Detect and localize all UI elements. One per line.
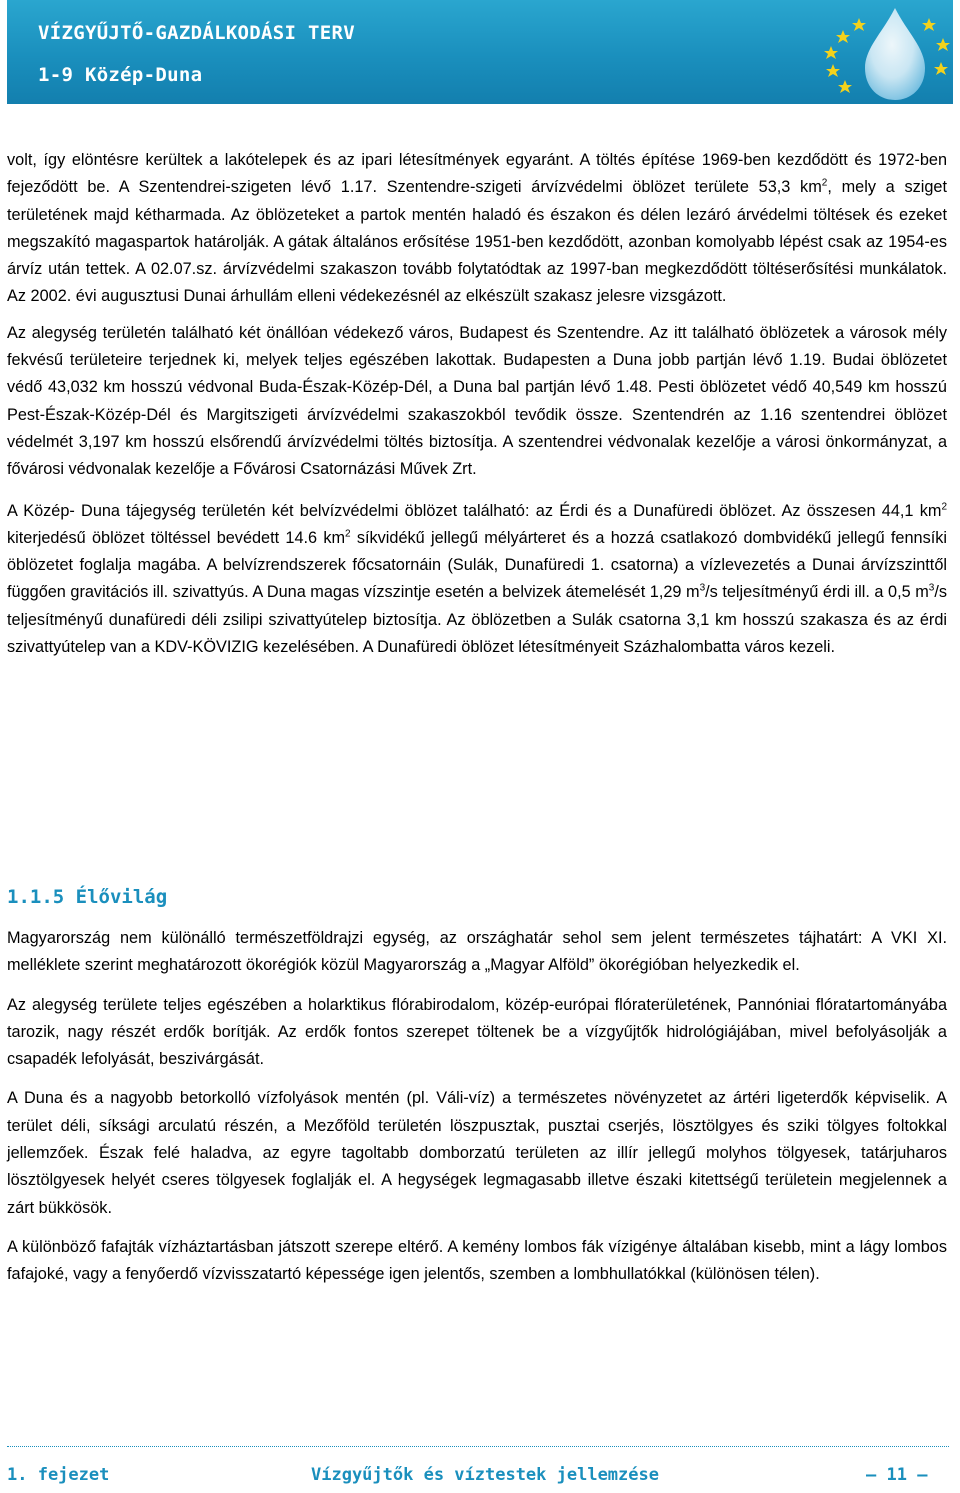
page-header xyxy=(7,0,953,104)
document-subtitle: 1-9 Közép-Duna xyxy=(38,64,203,86)
paragraph: A különböző fafajták vízháztartásban játszott szerepe eltérő. A kemény lombos fák vízigénye általában kisebb, mint a lágy lombos fafajoké, vagy a fenyőerdő vízvisszatartó képessége igen jelentős, szemben a lombhullatókkal (különösen télen). xyxy=(7,1237,947,1284)
body-text-section xyxy=(7,925,947,1301)
paragraph: Az alegység területe teljes egészében a holarktikus flórabirodalom, közép-európai flóraterületének, Pannóniai flóratartományába tarozik, nagy részét erdők borítják. Az erdők fontos szerepet töltenek be a vízgyűjtők hidrológiájában, mivel befolyásolják a csapadék lefolyását, beszivárgását. xyxy=(7,995,947,1069)
body-text-top xyxy=(7,147,947,675)
document-title: VÍZGYŰJTŐ-GAZDÁLKODÁSI TERV xyxy=(38,22,355,44)
footer-page-number: — 11 — xyxy=(866,1465,928,1485)
section-heading: 1.1.5 Élővilág xyxy=(7,886,168,908)
footer-title: Vízgyűjtők és víztestek jellemzése xyxy=(311,1465,659,1485)
paragraph: Az alegység területén található két önállóan védekező város, Budapest és Szentendre. Az itt található öblözetek a városok mély fekvésű területeire terjednek ki, melyek teljes egészében lakottak. Budapesten a Duna jobb partján lévő 1.19. Budai öblözetet védő 43,032 km hosszú védvonal Buda-Észak-Közép-Dél, a Duna bal partján lévő 1.48. Pesti öblözetet védő 40,549 km hosszú Pest-Észak-Közép-Dél és Margitszigeti árvízvédelmi szakaszokból tevődik össze. Szentendrén az 1.16 szentendrei öblözet védelmét 3,197 km hosszú elsőrendű árvízvédelmi töltés biztosítja. A szentendrei védvonalak kezelője a városi önkormányzat, a fővárosi védvonalak kezelője a Fővárosi Csatornázási Művek Zrt. xyxy=(7,323,947,479)
paragraph: Magyarország nem különálló természetföldrajzi egység, az országhatár sehol sem jelent természetes tájhatárt: A VKI XI. melléklete szerint meghatározott ökorégiók közül Magyarország a „Magyar Alföld” ökorégióban helyezkedik el. xyxy=(7,929,947,975)
page-number: 11 xyxy=(886,1465,907,1485)
footer-divider xyxy=(7,1446,949,1447)
paragraph: A Közép- Duna tájegység területén két belvízvédelmi öblözet található: az Érdi és a Dunafüredi öblözet. Az összesen 44,1 $km^2$ kiterjedésű öblözet töltéssel bevédett 14.6 $km^2$ síkvidékű jellegű mélyárteret és a hozzá csatlakozó dombvidékű jellegű fennsíki öblözetet foglalja magába. A belvízrendszerek főcsatornáin (Sulák, Dunafüredi 1. csatorna) a vízlevezetés a Dunai árvízszinttől függően gravitációs ill. szivattyús. A Duna magas vízszintje esetén a belvizek átemelését 1,29 $m^3/s$ teljesítményű érdi ill. a 0,5 $m^3/s$ teljesítményű dunafüredi déli zsilipi szivattyútelep biztosítja. Az öblözetben a Sulák csatorna 3,1 km hosszú szakasza és az érdi szivattyútelep van a KDV-KÖVIZIG kezelésében. A Dunafüredi öblözet létesítményeit Százhalombatta város kezeli. xyxy=(7,501,948,657)
paragraph: volt, így elöntésre kerültek a lakótelepek és az ipari létesítmények egyaránt. A töltés építése 1969-ben kezdődött és 1972-ben fejeződött be. A Szentendrei-szigeten lévő 1.17. Szentendre-szigeti árvízvédelmi öblözet területe 53,3 $km^2$, mely a sziget területének majd kétharmada. Az öblözeteket a partok mentén haladó és északon és délen lezáró árvédelmi töltések és ezeket megszakító magaspartok határolják. A gátak általános erősítése 1951-ben kezdődött, azonban komolyabb lépést csak az 1954-es árvíz után tettek. A 02.07.sz. árvízvédelmi szakaszon tovább folytatódtak az 1997-ban megkezdődött töltéserősítési munkálatok. Az 2002. évi augusztusi Dunai árhullám elleni védekezésnél az elkészült szakasz jelesre vizsgázott. xyxy=(7,151,947,306)
paragraph: A Duna és a nagyobb betorkolló vízfolyások mentén (pl. Váli-víz) a természetes növényzetet az ártéri ligeterdők képviselik. A terület déli, síksági arculatú részén, a Mezőföld területén löszpusztak, pusztai cserjés, lösztölgyes és sziki tölgyes foltokkal jellemzőek. Észak felé haladva, az egyre tagoltabb domborzatú területen az illír jellegű molyhos tölgyesek, tatárjuharos lösztölgyesek helyét cseres tölgyesek foglalják el. A hegységek legmagasabb illetve északi kitettségű területein megjelennek a zárt bükkösök. xyxy=(7,1089,947,1217)
footer-chapter: 1. fejezet xyxy=(7,1465,110,1485)
eu-stars-water-drop-icon xyxy=(809,2,953,102)
